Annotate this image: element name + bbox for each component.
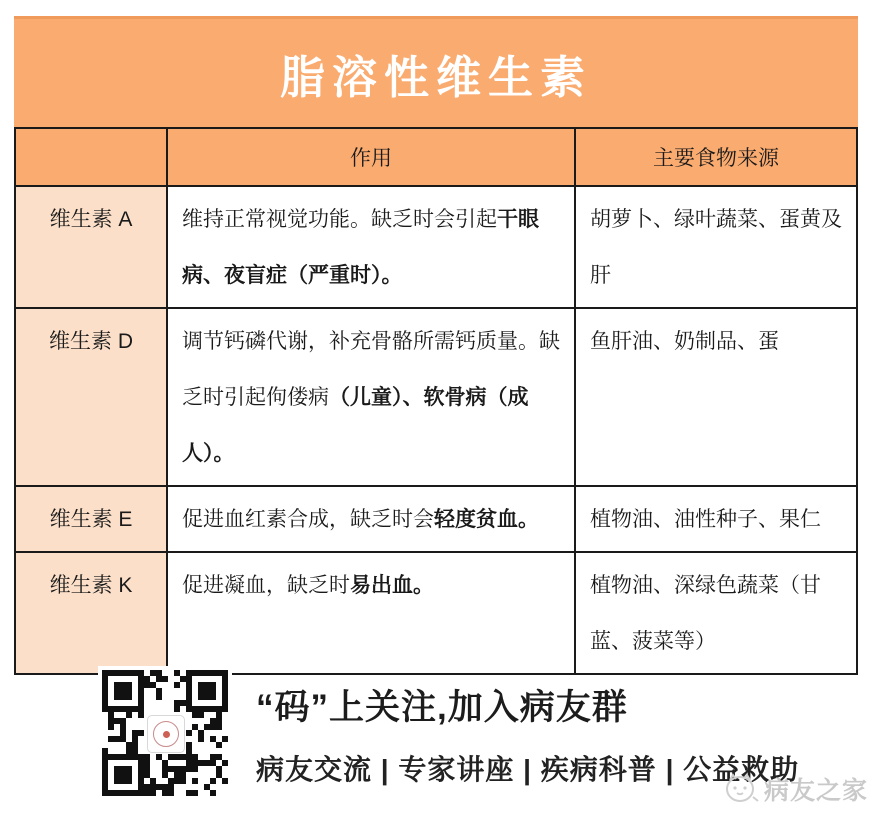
vitamin-name-cell: 维生素 E — [15, 486, 167, 552]
follow-text-block — [256, 666, 799, 788]
function-text-bold: 轻度贫血。 — [434, 508, 539, 531]
title-banner — [14, 16, 858, 127]
qr-logo-emblem — [153, 721, 179, 747]
vitamin-row — [15, 486, 857, 552]
qr-center-logo — [147, 715, 185, 753]
function-text: 促进血红素合成，缺乏时会 — [182, 508, 434, 531]
vitamin-name-cell: 维生素 K — [15, 552, 167, 674]
vitamin-function-cell — [167, 308, 575, 486]
vitamin-sources-cell: 鱼肝油、奶制品、蛋 — [575, 308, 857, 486]
vitamin-row — [15, 308, 857, 486]
infographic-sheet — [14, 16, 858, 675]
vitamin-name-cell: 维生素 D — [15, 308, 167, 486]
header-function-column: 作用 — [167, 128, 575, 186]
qr-code — [98, 666, 232, 800]
vitamin-function-cell — [167, 186, 575, 308]
vitamin-table-body — [15, 186, 857, 674]
follow-headline: “码”上关注,加入病友群 — [256, 688, 628, 727]
mascot-icon — [723, 773, 759, 805]
header-vitamin-column — [15, 128, 167, 186]
header-sources-column: 主要食物来源 — [575, 128, 857, 186]
vitamin-name-cell: 维生素 A — [15, 186, 167, 308]
vitamin-row — [15, 186, 857, 308]
function-text-bold: 干眼病、夜盲症（严重时）。 — [182, 208, 539, 287]
vitamin-row — [15, 552, 857, 674]
function-text: 调节钙磷代谢，补充骨骼所需钙质量。缺乏时引起佝偻病 — [182, 330, 560, 409]
page-title: 脂溶性维生素 — [279, 51, 592, 103]
watermark-label: 病友之家 — [763, 777, 868, 805]
watermark — [723, 771, 868, 807]
function-text: 促进凝血，缺乏时 — [182, 574, 350, 597]
follow-subline: 病友交流 | 专家讲座 | 疾病科普 | 公益救助 — [256, 754, 800, 785]
vitamin-sources-cell: 植物油、深绿色蔬菜（甘蓝、菠菜等） — [575, 552, 857, 674]
vitamin-sources-cell: 胡萝卜、绿叶蔬菜、蛋黄及肝 — [575, 186, 857, 308]
vitamin-function-cell — [167, 486, 575, 552]
vitamin-function-cell — [167, 552, 575, 674]
vitamin-table-header — [15, 128, 857, 186]
vitamin-sources-cell: 植物油、油性种子、果仁 — [575, 486, 857, 552]
vitamin-table — [14, 127, 858, 675]
function-text-bold: （儿童）、软骨病（成人）。 — [182, 386, 529, 465]
function-text-bold: 易出血。 — [350, 574, 434, 597]
function-text: 维持正常视觉功能。缺乏时会引起 — [182, 208, 497, 231]
header-row — [15, 128, 857, 186]
